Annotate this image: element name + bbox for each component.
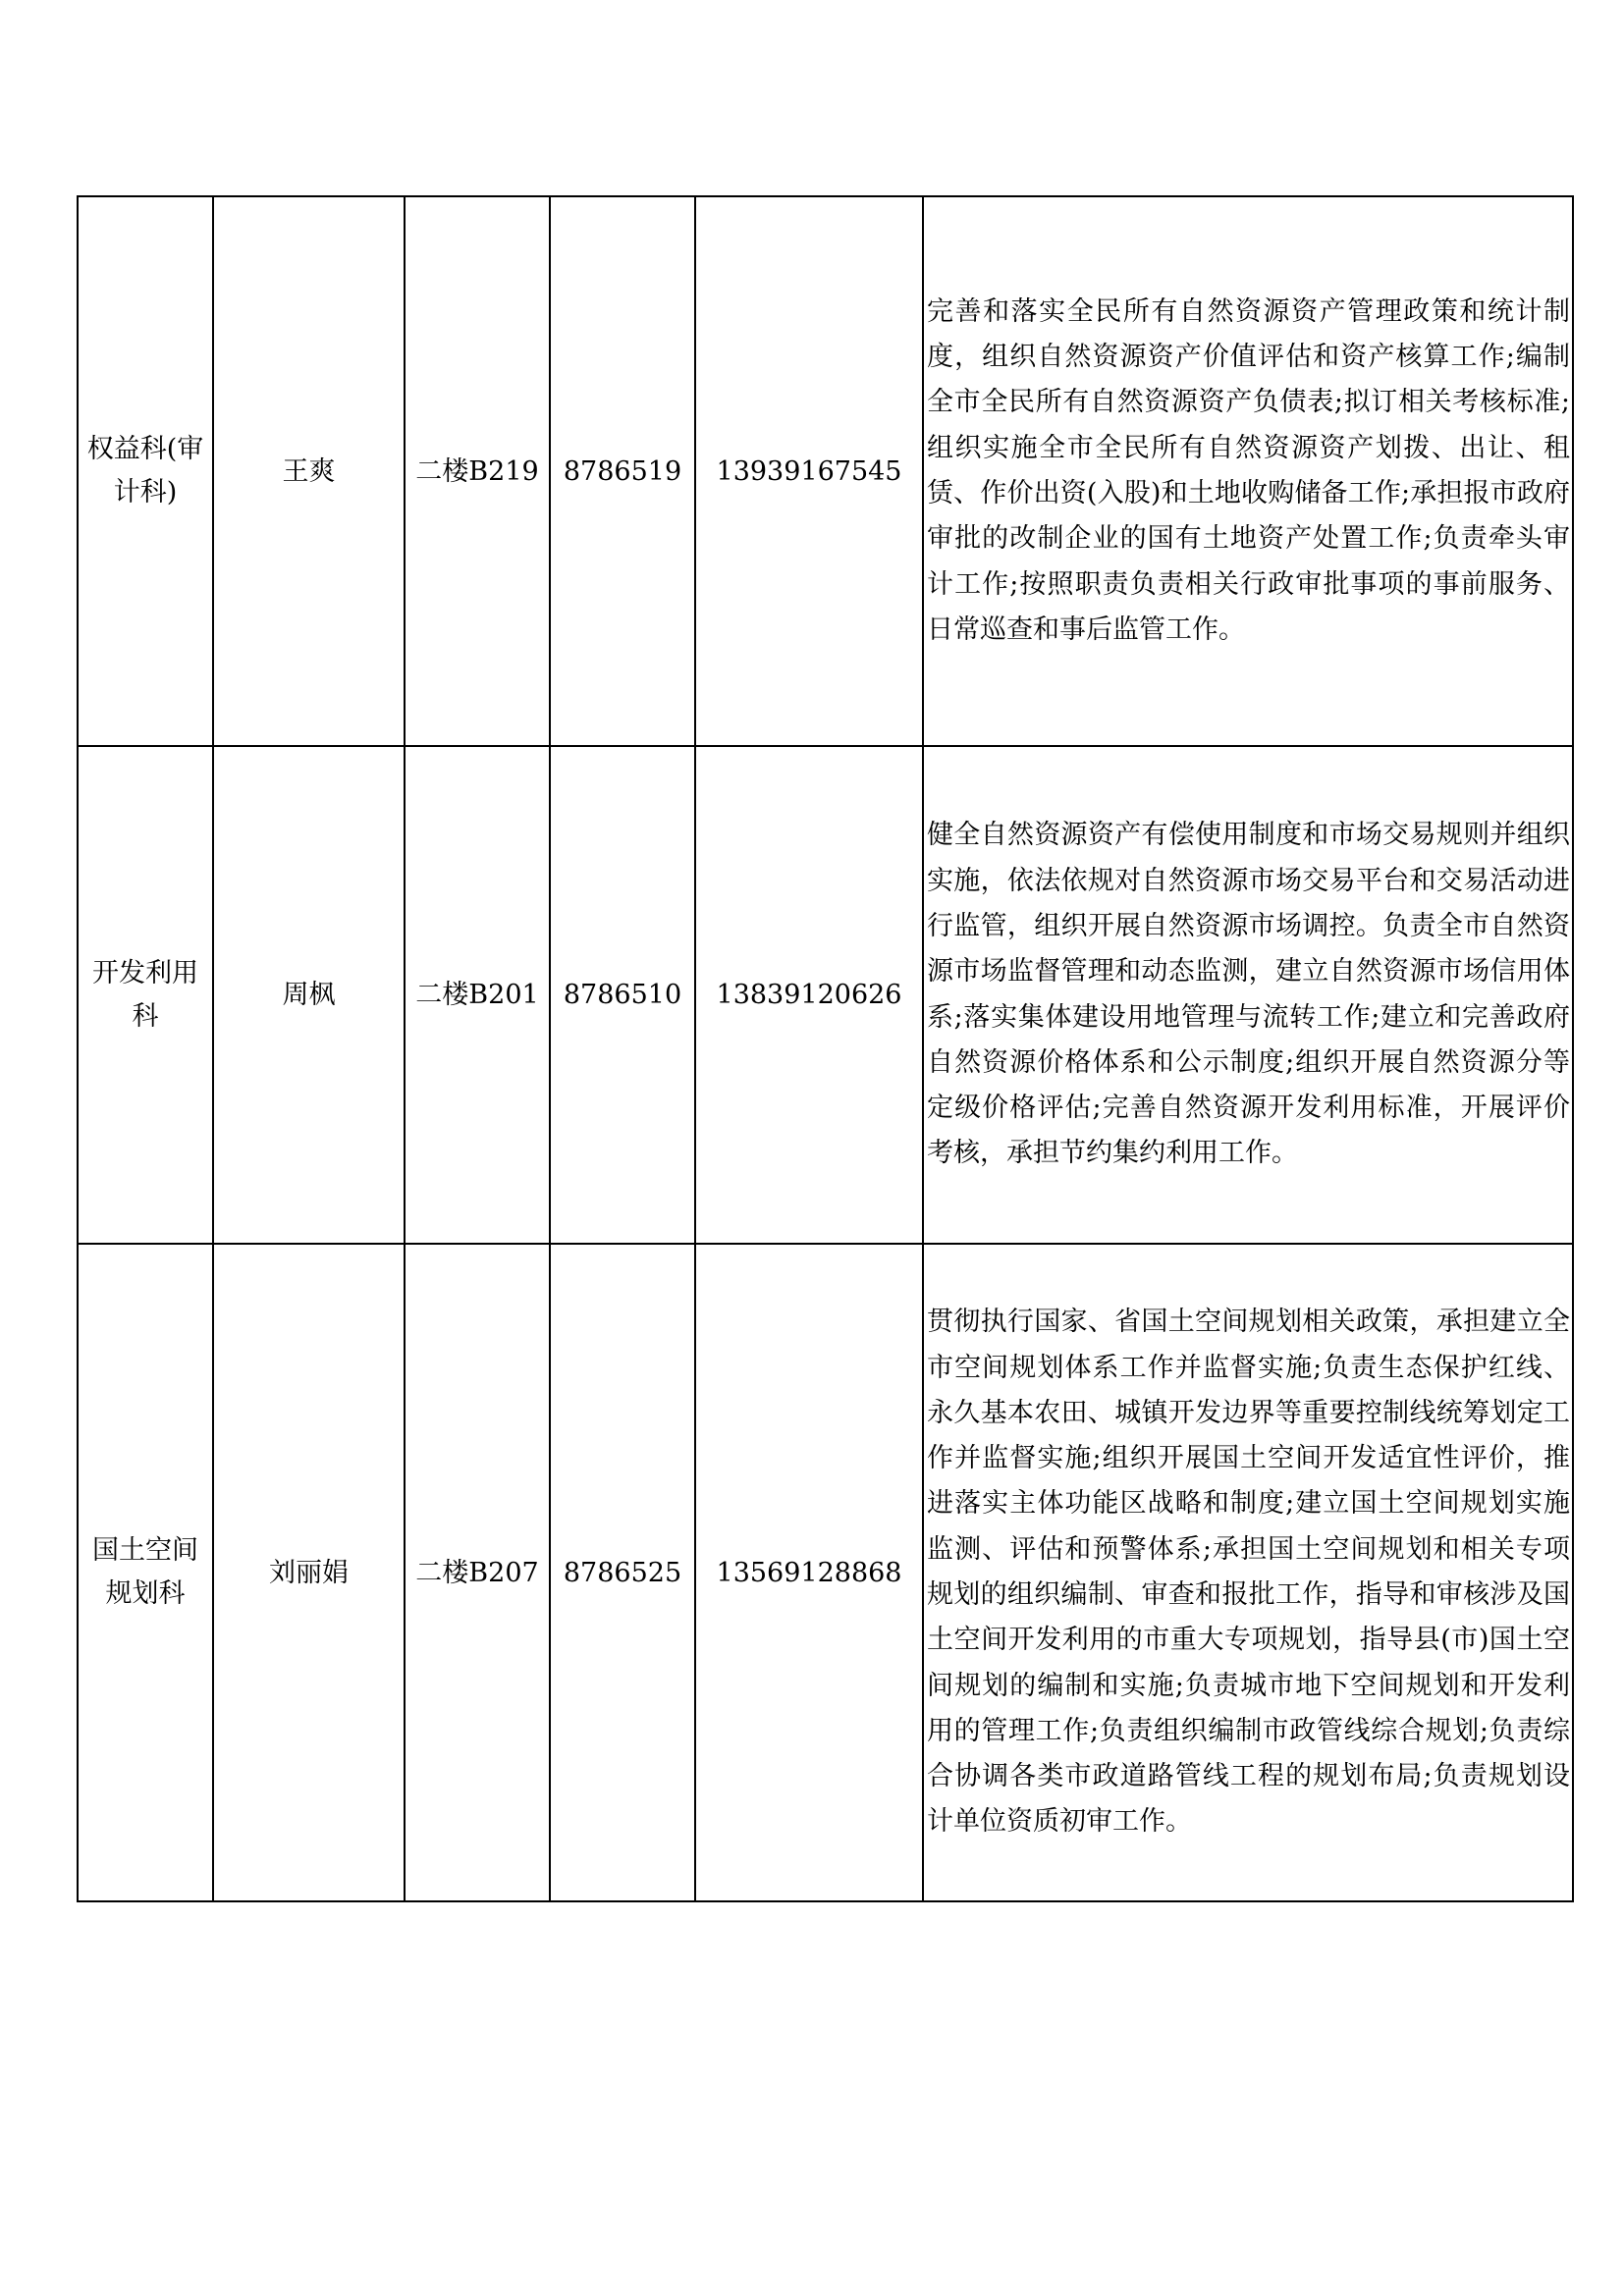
duties-cell: 健全自然资源资产有偿使用制度和市场交易规则并组织实施，依法依规对自然资源市场交易平台和交易活动进行监管，组织开展自然资源市场调控。负责全市自然资源市场监督管理和动态监测，建立自然资源市场信用体系;落实集体建设用地管理与流转工作;建立和完善政府自然资源价格体系和公示制度;组织开展自然资源分等定级价格评估;完善自然资源开发利用标准，开展评价考核，承担节约集约利用工作。 <box>923 746 1573 1244</box>
table-row <box>78 1244 1573 1901</box>
department-cell <box>78 1244 213 1901</box>
department-name: 权益科(审计科) <box>86 434 204 507</box>
office-cell: 二楼B219 <box>405 196 550 746</box>
phone-cell: 8786525 <box>550 1244 695 1901</box>
department-table <box>77 195 1574 1902</box>
department-name: 开发利用科 <box>92 957 198 1032</box>
department-name: 国土空间规划科 <box>92 1535 198 1609</box>
mobile-cell: 13569128868 <box>695 1244 923 1901</box>
mobile-cell: 13939167545 <box>695 196 923 746</box>
table-row <box>78 196 1573 746</box>
phone-cell: 8786510 <box>550 746 695 1244</box>
office-cell: 二楼B207 <box>405 1244 550 1901</box>
department-cell <box>78 196 213 746</box>
office-cell: 二楼B201 <box>405 746 550 1244</box>
person-cell: 周枫 <box>213 746 405 1244</box>
person-cell: 王爽 <box>213 196 405 746</box>
duties-cell: 完善和落实全民所有自然资源资产管理政策和统计制度，组织自然资源资产价值评估和资产核算工作;编制全市全民所有自然资源资产负债表;拟订相关考核标准;组织实施全市全民所有自然资源资产划拨、出让、租赁、作价出资(入股)和土地收购储备工作;承担报市政府审批的改制企业的国有土地资产处置工作;负责牵头审计工作;按照职责负责相关行政审批事项的事前服务、日常巡查和事后监管工作。 <box>923 196 1573 746</box>
department-cell <box>78 746 213 1244</box>
person-cell: 刘丽娟 <box>213 1244 405 1901</box>
table-row <box>78 746 1573 1244</box>
duties-cell: 贯彻执行国家、省国土空间规划相关政策，承担建立全市空间规划体系工作并监督实施;负责生态保护红线、永久基本农田、城镇开发边界等重要控制线统筹划定工作并监督实施;组织开展国土空间开发适宜性评价，推进落实主体功能区战略和制度;建立国土空间规划实施监测、评估和预警体系;承担国土空间规划和相关专项规划的组织编制、审查和报批工作，指导和审核涉及国土空间开发利用的市重大专项规划，指导县(市)国土空间规划的编制和实施;负责城市地下空间规划和开发利用的管理工作;负责组织编制市政管线综合规划;负责综合协调各类市政道路管线工程的规划布局;负责规划设计单位资质初审工作。 <box>923 1244 1573 1901</box>
phone-cell: 8786519 <box>550 196 695 746</box>
mobile-cell: 13839120626 <box>695 746 923 1244</box>
